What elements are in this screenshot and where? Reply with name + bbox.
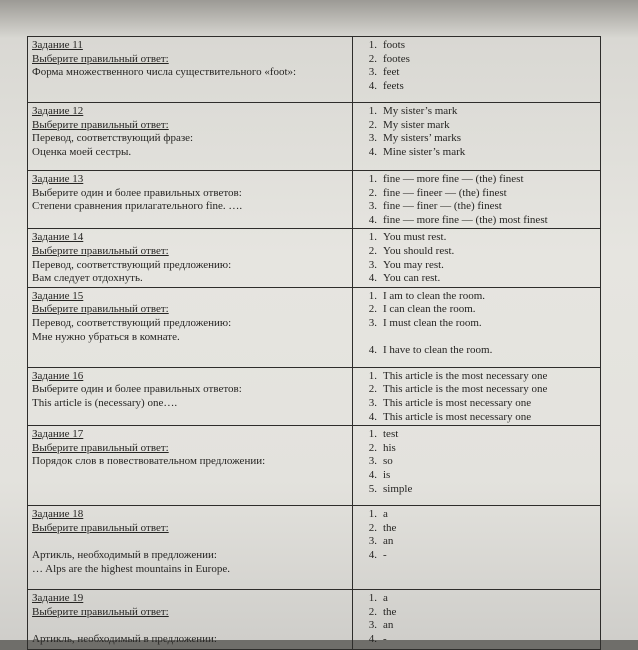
task-title: Задание 11: [32, 39, 83, 51]
task-row: [28, 103, 601, 171]
option-number: 3.: [368, 535, 377, 548]
answer-option: [357, 39, 596, 53]
task-title: Задание 12: [32, 105, 84, 117]
task-options-cell: [353, 229, 601, 287]
option-number: 1.: [368, 231, 377, 244]
option-number: 3.: [368, 66, 377, 79]
option-text: My sisters’ marks: [383, 132, 462, 145]
task-row: [28, 37, 601, 103]
task-question-text: This article is (necessary) one….: [32, 396, 178, 409]
answer-option: [357, 442, 596, 456]
task-question-cell: [28, 171, 353, 229]
option-number: 2.: [368, 605, 377, 618]
option-number: 1.: [368, 508, 377, 521]
option-text: a: [383, 592, 388, 605]
option-text: This article is most necessary one: [383, 410, 532, 423]
option-text: I have to clean the room.: [383, 344, 493, 357]
option-text: You may rest.: [383, 258, 444, 271]
option-number: 4.: [368, 145, 377, 158]
answer-option: [357, 272, 596, 286]
task-row: [28, 590, 601, 650]
task-options-cell: [353, 426, 601, 506]
task-row: [28, 229, 601, 287]
task-options-cell: [353, 367, 601, 425]
option-text: Mine sister’s mark: [383, 145, 466, 158]
answer-option: [357, 245, 596, 259]
answer-option: [357, 132, 596, 146]
task-question-text: Мне нужно убраться в комнате.: [32, 330, 180, 343]
option-text: fine — finer — (the) finest: [383, 200, 502, 213]
option-number: 2.: [368, 118, 377, 131]
task-question-text: Артикль, необходимый в предложении:: [32, 548, 217, 561]
option-text: test: [383, 428, 399, 441]
option-number: 2.: [368, 521, 377, 534]
task-options-cell: [353, 506, 601, 590]
option-text: -: [383, 548, 387, 561]
answer-option: [357, 455, 596, 469]
answer-option: [357, 80, 596, 94]
answer-option: [357, 119, 596, 133]
answer-option: [357, 428, 596, 442]
answer-option: [357, 592, 596, 606]
option-text: You should rest.: [383, 244, 455, 257]
option-text: This article is the most necessary one: [383, 383, 548, 396]
answer-option: [357, 105, 596, 119]
task-row: [28, 287, 601, 367]
task-question-text: [32, 535, 348, 549]
task-question-text: [32, 619, 348, 633]
option-text: the: [383, 521, 397, 534]
task-instruction: Выберите правильный ответ:: [32, 521, 169, 534]
option-number: 2.: [368, 244, 377, 257]
answer-option: [357, 53, 596, 67]
option-number: 3.: [368, 455, 377, 468]
option-number: 4.: [368, 272, 377, 285]
option-number: 4.: [368, 468, 377, 481]
option-text: fine — more fine — (the) most finest: [383, 213, 548, 226]
task-question-text: Степени сравнения прилагательного fine. ….: [32, 200, 243, 213]
task-title: Задание 13: [32, 173, 84, 185]
task-question-text: Перевод, соответствующий фразе:: [32, 132, 194, 145]
task-options-cell: [353, 171, 601, 229]
task-question-text: Перевод, соответствующий предложению:: [32, 316, 232, 329]
option-number: 2.: [368, 383, 377, 396]
option-text: the: [383, 605, 397, 618]
option-text: I can clean the room.: [383, 303, 476, 316]
option-text: fine — fineer — (the) finest: [383, 186, 507, 199]
option-text: an: [383, 535, 394, 548]
task-question-text: … Alps are the highest mountains in Europe.: [32, 562, 230, 575]
task-question-text: Артикль, необходимый в предложении:: [32, 632, 217, 645]
option-text: a: [383, 508, 388, 521]
option-number: 4.: [368, 410, 377, 423]
answer-option: [357, 146, 596, 160]
answer-option: [357, 522, 596, 536]
task-title: Задание 14: [32, 231, 84, 244]
option-text: footes: [383, 52, 410, 65]
task-instruction: Выберите правильный ответ:: [32, 244, 169, 257]
task-instruction: Выберите правильный ответ:: [32, 605, 169, 618]
task-row: [28, 171, 601, 229]
option-number: 3.: [368, 132, 377, 145]
answer-option: [357, 383, 596, 397]
option-text: You can rest.: [383, 272, 441, 285]
task-title: Задание 19: [32, 592, 84, 605]
answer-option: [357, 370, 596, 384]
task-question-cell: [28, 506, 353, 590]
answer-option: [357, 535, 596, 549]
task-question-cell: [28, 229, 353, 287]
option-number: 1.: [368, 105, 377, 117]
task-instruction: Выберите правильный ответ:: [32, 441, 169, 454]
answer-option: [357, 290, 596, 304]
answer-option: [357, 259, 596, 273]
option-number: 5.: [368, 482, 377, 495]
answer-option: [357, 397, 596, 411]
answer-option: [357, 317, 596, 331]
option-number: 1.: [368, 369, 377, 382]
option-number: 2.: [368, 186, 377, 199]
answer-option: [357, 508, 596, 522]
option-number: 3.: [368, 619, 377, 632]
option-number: 1.: [368, 592, 377, 605]
option-number: 1.: [368, 289, 377, 302]
task-row: [28, 367, 601, 425]
option-number: 4.: [368, 632, 377, 645]
task-title: Задание 16: [32, 369, 84, 382]
answer-option: [357, 66, 596, 80]
task-question-text: Вам следует отдохнуть.: [32, 272, 143, 285]
answer-option: [357, 331, 596, 345]
option-text: fine — more fine — (the) finest: [383, 173, 524, 185]
option-text: My sister mark: [383, 118, 450, 131]
option-text: I am to clean the room.: [383, 289, 486, 302]
option-text: so: [383, 455, 393, 468]
option-text: an: [383, 619, 394, 632]
task-question-cell: [28, 590, 353, 650]
task-title: Задание 17: [32, 428, 84, 441]
answer-option: [357, 606, 596, 620]
task-instruction: Выберите один и более правильных ответов:: [32, 383, 242, 396]
task-instruction: Выберите один и более правильных ответов:: [32, 186, 242, 199]
option-text: I must clean the room.: [383, 316, 482, 329]
option-number: 4.: [368, 213, 377, 226]
task-instruction: Выберите правильный ответ:: [32, 303, 169, 316]
task-title: Задание 15: [32, 289, 84, 302]
option-text: simple: [383, 482, 413, 495]
option-text: This article is most necessary one: [383, 396, 532, 409]
answer-option: [357, 549, 596, 563]
option-number: 1.: [368, 173, 377, 185]
option-text: feets: [383, 79, 404, 92]
task-instruction: Выберите правильный ответ:: [32, 52, 169, 65]
answer-option: [357, 214, 596, 228]
task-question-cell: [28, 426, 353, 506]
answer-option: [357, 231, 596, 245]
task-options-cell: [353, 287, 601, 367]
answer-option: [357, 469, 596, 483]
option-text: feet: [383, 66, 400, 79]
task-question-text: Форма множественного числа существительного «foot»:: [32, 66, 297, 79]
answer-option: [357, 344, 596, 358]
option-text: My sister’s mark: [383, 105, 458, 117]
task-question-text: Перевод, соответствующий предложению:: [32, 258, 232, 271]
task-question-cell: [28, 287, 353, 367]
task-instruction: Выберите правильный ответ:: [32, 118, 169, 131]
task-options-cell: [353, 590, 601, 650]
option-number: 3.: [368, 396, 377, 409]
option-text: is: [383, 468, 391, 481]
task-question-text: Оценка моей сестры.: [32, 145, 132, 158]
task-question-text: Порядок слов в повествовательном предложении:: [32, 455, 266, 468]
option-number: 3.: [368, 316, 377, 329]
task-options-cell: [353, 103, 601, 171]
answer-option: [357, 483, 596, 497]
task-row: [28, 426, 601, 506]
option-text: You must rest.: [383, 231, 447, 244]
answer-option: [357, 411, 596, 425]
answer-option: [357, 303, 596, 317]
option-text: This article is the most necessary one: [383, 369, 548, 382]
option-number: 2.: [368, 303, 377, 316]
answer-option: [357, 200, 596, 214]
answer-option: [357, 619, 596, 633]
option-number: 4.: [368, 344, 377, 357]
option-number: 4.: [368, 79, 377, 92]
task-question-cell: [28, 367, 353, 425]
option-text: his: [383, 441, 396, 454]
option-number: 1.: [368, 428, 377, 441]
tasks-table: [27, 36, 601, 650]
task-question-cell: [28, 103, 353, 171]
tasks-table-body: [28, 37, 601, 650]
task-row: [28, 506, 601, 590]
option-text: foots: [383, 39, 405, 51]
answer-option: [357, 173, 596, 187]
answer-option: [357, 187, 596, 201]
task-title: Задание 18: [32, 508, 84, 521]
task-options-cell: [353, 37, 601, 103]
option-number: 3.: [368, 258, 377, 271]
option-text: -: [383, 632, 387, 645]
option-number: 1.: [368, 39, 377, 51]
option-number: 2.: [368, 441, 377, 454]
option-number: 4.: [368, 548, 377, 561]
task-question-cell: [28, 37, 353, 103]
option-number: 2.: [368, 52, 377, 65]
option-number: 3.: [368, 200, 377, 213]
